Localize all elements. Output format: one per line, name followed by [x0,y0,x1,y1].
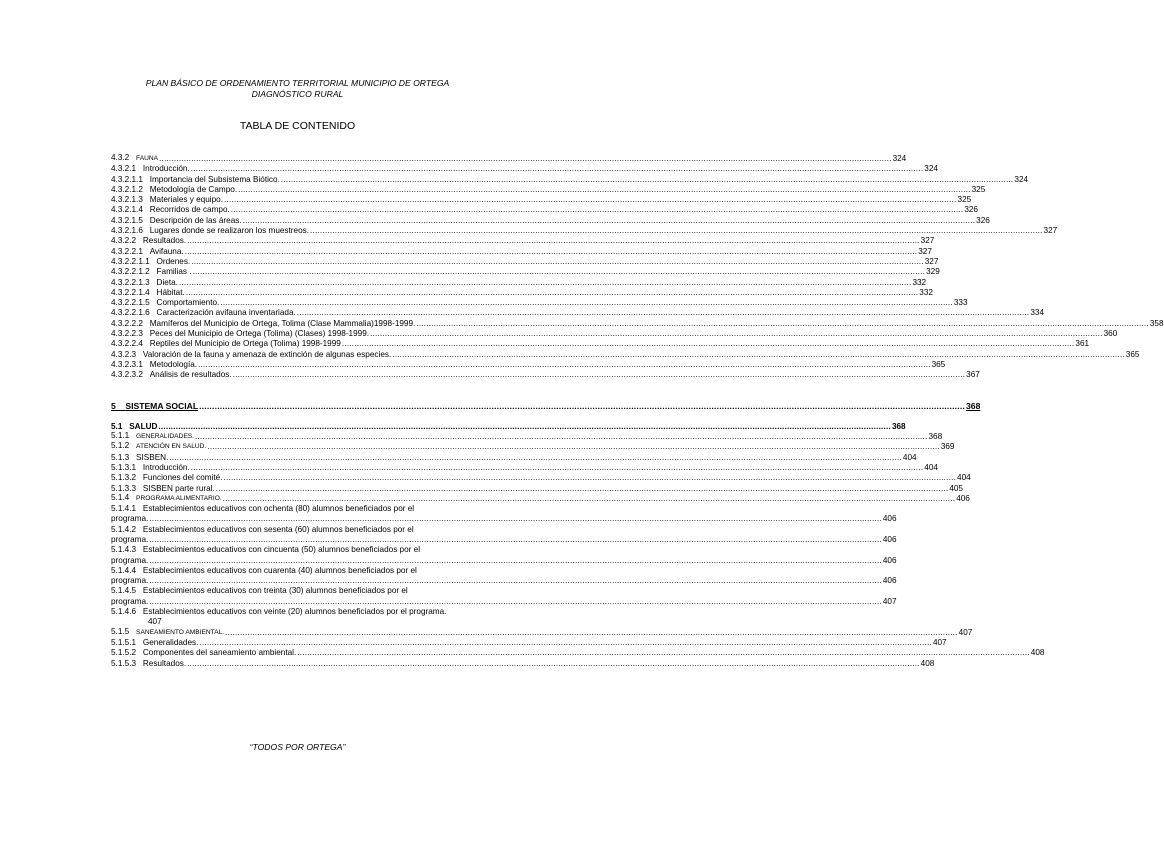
toc-leader [392,350,1125,360]
toc-leader [149,576,882,586]
toc-entry-page: 327 [1043,226,1058,236]
toc-entry-page: 326 [976,215,990,225]
toc-entry[interactable] [111,236,935,246]
toc-entry-label: 4.3.2.1.1 Importancia del Subsistema Biótico. [111,174,280,184]
toc-leader [216,484,949,494]
toc-leader [159,154,892,164]
toc-section-label: 5.1 SALUD [111,421,158,431]
toc-entry-page: 406 [956,493,970,503]
toc-entry-page: 324 [924,164,938,174]
toc-entry-page: 406 [882,555,897,565]
toc-entry[interactable] [111,226,1058,236]
toc-entry-label: 5.1.4.6 Establecimientos educativos con veinte (20) alumnos beneficiados por el programa. [111,607,447,617]
toc-entry[interactable] [111,318,1164,329]
toc-entry-label: 4.3.2.1.3 Materiales y equipo. [111,195,223,205]
toc-title: TABLA DE CONTENIDO [239,120,356,132]
toc-leader [297,308,1030,318]
toc-entry[interactable] [111,287,933,298]
toc-entry-label: 4.3.2.1.4 Recorridos de campo. [111,205,230,215]
toc-leader [370,329,1103,339]
toc-entry-label: 5.1.1 GENERALIDADES. [111,431,194,441]
header-line-1: PLAN BÁSICO DE ORDENAMIENTO TERRITORIAL MUNICIPIO DE ORTEGA [145,78,450,88]
toc-leader [224,195,957,205]
toc-entry-page: 360 [1103,329,1118,339]
toc-entry-page: 407 [958,627,973,637]
toc-entry-wrapped[interactable]: 5.1.4.5 Establecimientos educativos con treinta (30) alumnos beneficiados por el programa. ..... 407 [111,586,515,607]
toc-entry-label: 4.3.2.2.1.5 Comportamiento. [111,298,220,308]
toc-entry[interactable] [111,205,978,215]
toc-leader [231,205,964,215]
toc-entry-page: 407 [932,637,947,647]
toc-chapter-page: 368 [966,401,981,412]
toc-entry[interactable] [111,626,973,638]
toc-leader [281,175,1014,185]
toc-entry-page: 369 [940,442,955,452]
toc-leader [193,267,926,277]
toc-entry-page: 327 [920,236,935,246]
toc-entry-label: 4.3.2.2.1.3 Dieta. [111,277,178,287]
toc-leader [149,556,882,566]
toc-entry[interactable] [111,164,938,174]
toc-entry[interactable] [111,637,947,648]
toc-entry-label: 4.3.2.2.2 Mamíferos del Municipio de Ortega, Tolima (Clase Mammalia)1998-1999. [111,318,416,328]
toc-entry-label: 4.3.2.2.4 Reptiles del Municipio de Ortega (Tolima) 1998-1999 [111,339,341,349]
toc-entry-label: 4.3.2.2 Resultados. [111,236,187,246]
toc-entry[interactable] [111,256,939,267]
toc-leader [158,422,891,432]
toc-entry[interactable] [111,339,1090,349]
toc-leader [191,164,924,174]
toc-leader [310,226,1043,236]
toc-leader [220,298,953,308]
toc-entry-label: 4.3.2.2.1 Avifauna. [111,246,184,256]
toc-leader [233,370,966,380]
toc-entry-label: 5.1.5.2 Componentes del saneamiento ambiental. [111,648,297,658]
toc-leader [179,278,912,288]
toc-entry-label: 5.1.3.3 SISBEN parte rural. [111,483,215,493]
toc-entry[interactable] [111,349,1140,360]
toc-entry[interactable] [111,215,990,226]
toc-leader [199,638,932,648]
toc-entry-page: 332 [919,287,933,297]
toc-leader [199,401,965,411]
toc-entry-page: 361 [1075,339,1090,349]
header-line-2: DIAGNÓSTICO RURAL [251,88,344,99]
toc-entry-page: 404 [902,452,917,462]
toc-entry[interactable] [111,648,1045,658]
toc-entry-label: 5.1.5.1 Generalidades. [111,637,199,647]
toc-entry[interactable] [111,359,946,370]
toc-entry-page: 325 [957,195,972,205]
toc-entry-label: 4.3.2.1.5 Descripción de las áreas. [111,215,242,225]
toc-leader [149,597,882,607]
toc-entry-label: 4.3.2.1 Introducción. [111,164,190,174]
toc-leader [224,473,957,483]
toc-entry[interactable] [111,246,932,257]
toc-entry[interactable] [111,277,927,288]
toc-section-page: 368 [891,421,906,431]
toc-entry-page: 324 [892,154,907,163]
toc-entry-label: 4.3.2.1.6 Lugares donde se realizaron los muestreos. [111,226,309,236]
toc-entry-page: 329 [926,267,940,277]
toc-entry-page: 406 [882,534,897,544]
toc-entry-label: 4.3.2.2.1.2 Familias . [111,267,192,277]
toc-entry-label: 4.3.2.3.2 Análisis de resultados. [111,370,232,380]
toc-leader [195,432,928,442]
toc-entry-wrapped[interactable]: 5.1.4.2 Establecimientos educativos con sesenta (60) alumnos beneficiados por el programa. ..... 406 [111,525,515,546]
toc-chapter-label: 5 SISTEMA SOCIAL [111,401,199,412]
toc-leader [416,319,1149,329]
toc-entry-page: 334 [1030,308,1045,318]
toc-entry-page: 324 [1014,174,1029,184]
toc-entry[interactable] [111,473,971,483]
toc-leader [243,216,976,226]
toc-leader [297,648,1030,658]
toc-entry-page: 326 [964,205,978,215]
toc-entry-page: 368 [928,432,943,442]
toc-entry[interactable] [111,267,940,277]
document-footer: “TODOS POR ORTEGA” [249,742,346,752]
toc-entry-label: 5.1.3 SISBEN. [111,452,169,462]
toc-entry-page: 333 [953,298,968,308]
toc-entry-label: 5.1.4.4 Establecimientos educativos con cuarenta (40) alumnos beneficiados por el [111,565,417,575]
toc-leader [187,236,920,246]
toc-entry-page: 365 [1125,349,1140,359]
toc-entry-label: 5.1.3.1 Introducción. [111,462,190,472]
toc-leader [238,185,971,195]
document-header [0,78,595,99]
toc-leader [342,339,1075,349]
toc-entry[interactable] [111,452,917,463]
toc-entry-page: 405 [949,483,963,493]
toc-entry[interactable] [111,370,980,380]
toc-entry-page: 325 [971,184,986,194]
toc-entry-label: 4.3.2.2.1.1 Ordenes. [111,256,191,266]
toc-entry-label: 4.3.2.2.1.6 Caracterización avifauna inventariada. [111,308,296,318]
toc-leader [186,288,919,298]
toc-leader [223,494,956,504]
toc-entry-page: 358 [1149,318,1164,328]
toc-entry-label: 4.3.2.1.2 Metodología de Campo. [111,184,238,194]
table-of-contents [111,153,1164,669]
toc-entry-label: 4.3.2.2.1.4 Hábitat. [111,287,185,297]
toc-entry-label: 5.1.5.3 Resultados. [111,658,187,668]
toc-leader [191,257,924,267]
toc-entry-page: 327 [918,246,932,256]
toc-leader [185,247,918,257]
toc-entry-label: 4.3.2.3 Valoración de la fauna y amenaza de extinción de algunas especies. [111,349,392,359]
toc-entry-label: 5.1.4.3 Establecimientos educativos con cincuenta (50) alumnos beneficiados por el [111,545,421,555]
toc-entry-page: 327 [924,256,939,266]
toc-entry-label: 5.1.4.1 Establecimientos educativos con ochenta (80) alumnos beneficiados por el [111,504,415,514]
toc-leader [191,463,924,473]
toc-entry-label: 5.1.4.2 Establecimientos educativos con sesenta (60) alumnos beneficiados por el [111,524,414,534]
toc-leader [149,514,882,524]
toc-entry[interactable] [111,153,907,164]
toc-entry[interactable] [111,184,986,195]
toc-entry-page: 408 [1030,648,1045,658]
toc-block-programa [111,504,897,607]
toc-entry-label: 4.3.2.2.3 Peces del Municipio de Ortega (Tolima) (Clases) 1998-1999. [111,329,370,339]
toc-entry-label: 5.1.4 PROGRAMA ALIMENTARIO. [111,492,222,502]
toc-entry[interactable] [111,308,1045,318]
toc-entry-wrapped[interactable]: 5.1.4.3 Establecimientos educativos con cincuenta (50) alumnos beneficiados por el programa. ..... 406 [111,545,515,566]
toc-leader [207,442,940,452]
toc-entry-page: 407 [882,596,897,606]
toc-entry[interactable] [111,174,1029,185]
toc-leader [198,360,931,370]
toc-entry-label: 5.1.5 SANEAMIENTO AMBIENTAL. [111,626,225,636]
toc-entry-label: 5.1.2 ATENCIÓN EN SALUD. [111,441,207,451]
toc-entry[interactable] [111,441,955,452]
toc-entry-page: 404 [957,473,971,483]
toc-entry-label: 5.1.4.5 Establecimientos educativos con treinta (30) alumnos beneficiados por el [111,586,408,596]
toc-entry-wrapped[interactable]: 5.1.4.1 Establecimientos educativos con ochenta (80) alumnos beneficiados por el programa. ..... 406 [111,504,515,525]
toc-entry-wrapped[interactable] [111,607,515,628]
toc-entry-wrapped[interactable]: 5.1.4.4 Establecimientos educativos con cuarenta (40) alumnos beneficiados por el programa. ..... 406 [111,566,515,587]
toc-entry[interactable] [111,298,968,308]
toc-chapter[interactable] [111,401,981,412]
toc-entry-label: 5.1.3.2 Funciones del comité. [111,473,223,483]
toc-entry-label: 4.3.2.3.1 Metodología. [111,359,198,369]
toc-entry[interactable] [111,492,970,504]
toc-leader [169,453,902,463]
toc-entry-page: 365 [931,359,946,369]
toc-entry-page: 404 [924,462,938,472]
toc-entry-page: 407 [148,617,162,627]
toc-entry-page: 406 [882,514,897,524]
toc-entry-page: 332 [912,277,927,287]
toc-block-saneamiento [111,626,1045,669]
toc-entry[interactable] [111,329,1118,339]
toc-entry-page: 406 [882,576,897,586]
toc-leader [149,535,882,545]
toc-entry[interactable] [111,658,935,669]
toc-entry[interactable] [111,195,972,205]
toc-block-fauna [111,153,1164,381]
toc-leader [225,628,958,638]
toc-entry-page: 408 [920,658,935,668]
toc-entry[interactable] [111,462,938,473]
toc-entry-label: 4.3.2 FAUNA [111,153,159,162]
toc-leader [187,659,920,669]
toc-entry-page: 367 [966,370,980,380]
toc-block-salud [111,431,971,504]
